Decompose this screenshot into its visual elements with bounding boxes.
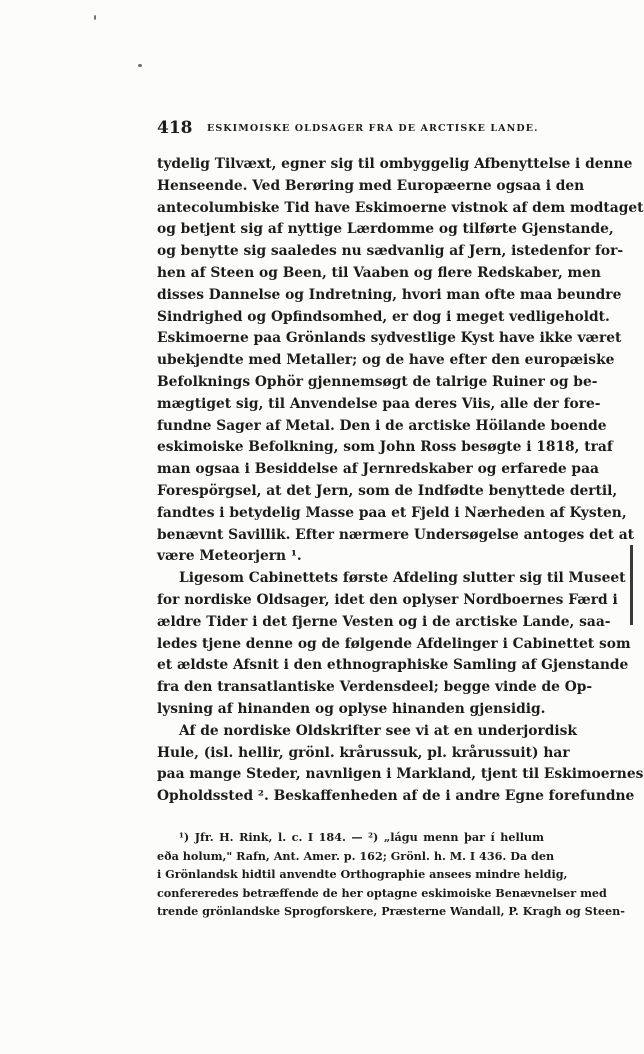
- text-line: Sindrighed og Opfindsomhed, er dog i meget vedligeholdt.: [157, 308, 610, 325]
- footnote-line: trende grönlandske Sprogforskere, Præsterne Wandall, P. Kragh og Steen-: [157, 904, 625, 919]
- page-speck: [138, 64, 142, 67]
- footnote-line: eða holum," Rafn, Ant. Amer. p. 162; Grönl. h. M. I 436. Da den: [157, 848, 555, 863]
- text-line: Henseende. Ved Berøring med Europæerne ogsaa i den: [157, 177, 585, 194]
- text-line: og benytte sig saaledes nu sædvanlig af Jern, istedenfor for-: [157, 243, 624, 260]
- body-text: [157, 154, 644, 808]
- text-line: Eskimoerne paa Grönlands sydvestlige Kyst have ikke været: [157, 330, 622, 347]
- text-line: hen af Steen og Been, til Vaaben og flere Redskaber, men: [157, 264, 601, 281]
- text-line: og betjent sig af nyttige Lærdomme og tilførte Gjenstande,: [157, 221, 614, 238]
- text-line: ledes tjene denne og de følgende Afdelinger i Cabinettet som: [157, 635, 631, 652]
- footnote-line: confereredes betræffende de her optagne eskimoiske Benævnelser med: [157, 885, 607, 900]
- page-edge-mark: [630, 545, 633, 625]
- text-line: eskimoiske Befolkning, som John Ross besøgte i 1818, traf: [157, 439, 613, 456]
- text-line: tydelig Tilvæxt, egner sig til ombyggelig Afbenyttelse i denne: [157, 156, 633, 172]
- text-line: disses Dannelse og Indretning, hvori man ofte maa beundre: [157, 286, 622, 303]
- page-number: 418: [157, 118, 193, 138]
- text-line: fandtes i betydelig Masse paa et Fjeld i Nærheden af Kysten,: [157, 504, 627, 521]
- text-line: Befolknings Ophör gjennemsøgt de talrige Ruiner og be-: [157, 373, 598, 390]
- text-line: Hule, (isl. hellir, grönl. krårussuk, pl. krårussuit) har: [157, 744, 570, 761]
- footnote-line: i Grönlandsk hidtil anvendte Orthographie ansees mindre heldig,: [157, 867, 568, 882]
- text-line: antecolumbiske Tid have Eskimoerne vistnok af dem modtaget: [157, 199, 644, 216]
- text-line: ældre Tider i det fjerne Vesten og i de arctiske Lande, saa-: [157, 613, 611, 630]
- text-line: Forespörgsel, at det Jern, som de Indfødte benyttede dertil,: [157, 482, 618, 499]
- page-header: [157, 118, 542, 142]
- text-line: Opholdssted ². Beskaffenheden af de i andre Egne forefundne: [157, 788, 635, 805]
- footnotes: [157, 828, 625, 921]
- text-line: være Meteorjern ¹.: [157, 548, 302, 565]
- page-speck: [94, 15, 96, 20]
- text-line: lysning af hinanden og oplyse hinanden gjensidig.: [157, 700, 546, 717]
- text-line: Af de nordiske Oldskrifter see vi at en underjordisk: [179, 722, 577, 739]
- text-line: for nordiske Oldsager, idet den oplyser Nordboernes Færd i: [157, 591, 618, 608]
- text-line: Ligesom Cabinettets første Afdeling slutter sig til Museet: [179, 570, 626, 587]
- text-line: ubekjendte med Metaller; og de have efter den europæiske: [157, 352, 615, 369]
- text-line: fra den transatlantiske Verdensdeel; begge vinde de Op-: [157, 679, 593, 696]
- text-line: fundne Sager af Metal. Den i de arctiske Höilande boende: [157, 417, 607, 434]
- text-line: mægtiget sig, til Anvendelse paa deres Viis, alle der fore-: [157, 395, 601, 412]
- text-line: benævnt Savillik. Efter nærmere Undersøgelse antoges det at: [157, 526, 635, 543]
- running-title: ESKIMOISKE OLDSAGER FRA DE ARCTISKE LANDE.: [207, 123, 539, 134]
- footnote-line: ¹) Jfr. H. Rink, l. c. I 184. — ²) „lágu menn þar í hellum: [179, 830, 544, 844]
- text-line: man ogsaa i Besiddelse af Jernredskaber og erfarede paa: [157, 461, 599, 478]
- text-line: et ældste Afsnit i den ethnographiske Samling af Gjenstande: [157, 657, 629, 674]
- text-line: paa mange Steder, navnligen i Markland, tjent til Eskimoernes: [157, 766, 644, 783]
